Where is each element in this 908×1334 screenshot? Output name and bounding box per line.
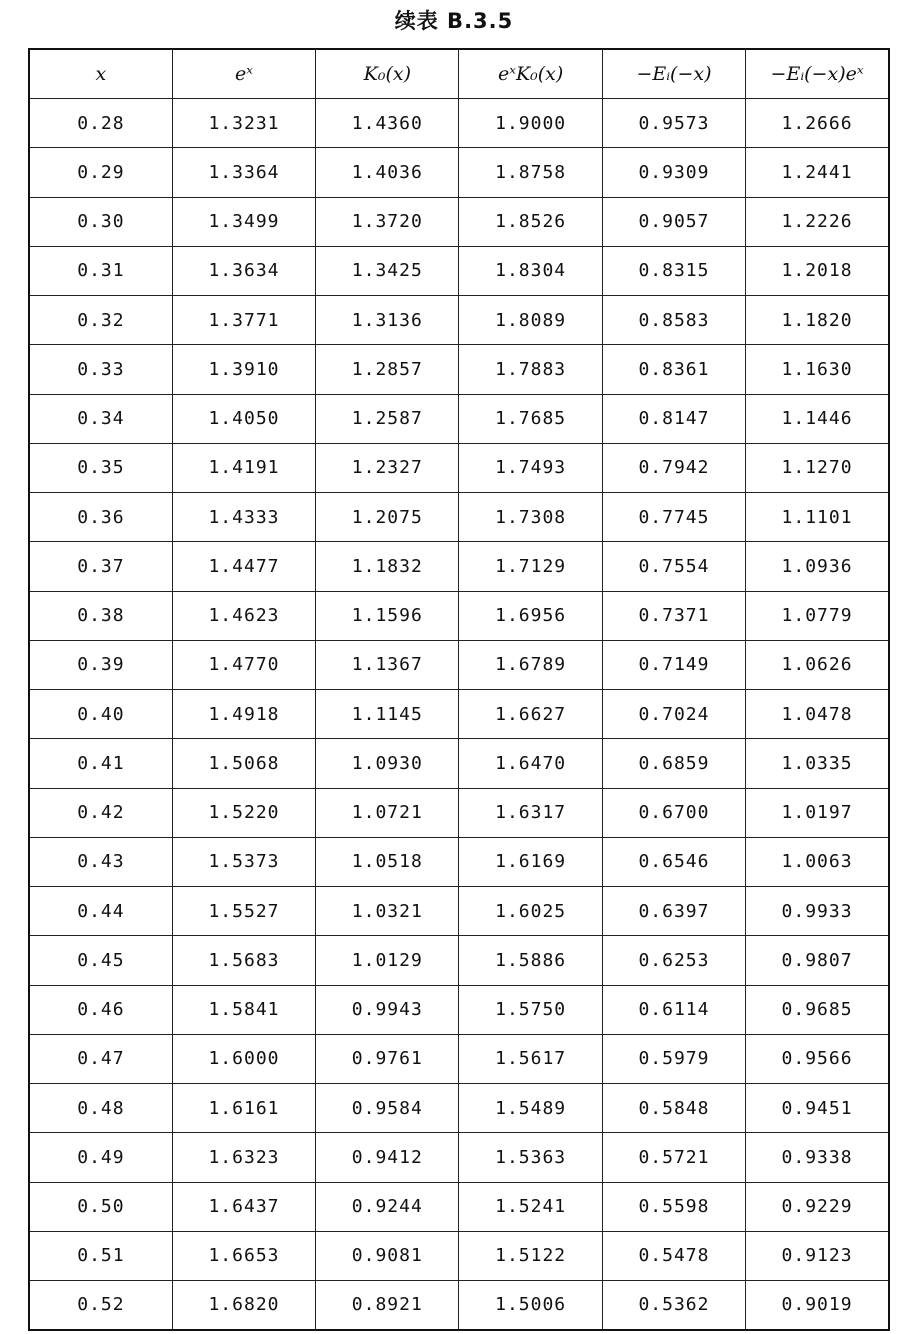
- cell-neg-ei-ex: 0.9566: [746, 1034, 889, 1083]
- cell-neg-ei: 0.8361: [602, 345, 745, 394]
- data-table: [28, 48, 890, 1331]
- cell-x: 0.48: [29, 1084, 172, 1133]
- table-row: [29, 99, 889, 148]
- cell-x: 0.35: [29, 443, 172, 492]
- cell-neg-ei: 0.5598: [602, 1182, 745, 1231]
- column-header-neg-ei-ex: −Eᵢ(−x)eˣ: [746, 49, 889, 99]
- table-row: [29, 936, 889, 985]
- cell-ex: 1.5373: [172, 837, 315, 886]
- cell-neg-ei-ex: 1.1270: [746, 443, 889, 492]
- cell-neg-ei: 0.7942: [602, 443, 745, 492]
- cell-neg-ei-ex: 0.9451: [746, 1084, 889, 1133]
- cell-x: 0.28: [29, 99, 172, 148]
- cell-ex: 1.4191: [172, 443, 315, 492]
- cell-neg-ei: 0.7024: [602, 690, 745, 739]
- cell-ex-k0: 1.5122: [459, 1231, 602, 1280]
- cell-x: 0.52: [29, 1281, 172, 1330]
- cell-x: 0.42: [29, 788, 172, 837]
- cell-neg-ei-ex: 1.0063: [746, 837, 889, 886]
- cell-ex-k0: 1.9000: [459, 99, 602, 148]
- table-row: [29, 640, 889, 689]
- cell-k0: 1.0129: [316, 936, 459, 985]
- cell-ex: 1.5527: [172, 887, 315, 936]
- cell-x: 0.34: [29, 394, 172, 443]
- table-row: [29, 887, 889, 936]
- cell-ex: 1.4770: [172, 640, 315, 689]
- cell-neg-ei-ex: 1.0936: [746, 542, 889, 591]
- cell-ex-k0: 1.5363: [459, 1133, 602, 1182]
- cell-neg-ei: 0.5721: [602, 1133, 745, 1182]
- cell-k0: 1.0930: [316, 739, 459, 788]
- cell-ex: 1.4050: [172, 394, 315, 443]
- cell-ex: 1.4918: [172, 690, 315, 739]
- cell-k0: 0.9081: [316, 1231, 459, 1280]
- cell-ex-k0: 1.6025: [459, 887, 602, 936]
- cell-ex-k0: 1.7308: [459, 493, 602, 542]
- cell-neg-ei-ex: 0.9807: [746, 936, 889, 985]
- cell-neg-ei-ex: 0.9019: [746, 1281, 889, 1330]
- cell-neg-ei: 0.5362: [602, 1281, 745, 1330]
- cell-neg-ei-ex: 1.1820: [746, 296, 889, 345]
- table-title: 续表 B.3.5: [394, 9, 514, 33]
- cell-neg-ei: 0.5979: [602, 1034, 745, 1083]
- cell-ex: 1.6000: [172, 1034, 315, 1083]
- cell-ex-k0: 1.8304: [459, 246, 602, 295]
- column-header-k0: K₀(x): [316, 49, 459, 99]
- cell-ex: 1.6161: [172, 1084, 315, 1133]
- cell-neg-ei-ex: 1.2226: [746, 197, 889, 246]
- cell-neg-ei: 0.9057: [602, 197, 745, 246]
- cell-x: 0.47: [29, 1034, 172, 1083]
- cell-ex-k0: 1.5886: [459, 936, 602, 985]
- cell-ex: 1.3910: [172, 345, 315, 394]
- cell-ex: 1.4623: [172, 591, 315, 640]
- cell-k0: 1.1596: [316, 591, 459, 640]
- cell-ex-k0: 1.7685: [459, 394, 602, 443]
- cell-ex-k0: 1.8089: [459, 296, 602, 345]
- cell-neg-ei-ex: 1.1446: [746, 394, 889, 443]
- cell-neg-ei: 0.8583: [602, 296, 745, 345]
- cell-neg-ei-ex: 1.0626: [746, 640, 889, 689]
- cell-neg-ei-ex: 1.1630: [746, 345, 889, 394]
- table-row: [29, 148, 889, 197]
- cell-neg-ei-ex: 0.9685: [746, 985, 889, 1034]
- cell-ex: 1.3364: [172, 148, 315, 197]
- cell-ex-k0: 1.7129: [459, 542, 602, 591]
- cell-neg-ei-ex: 1.0197: [746, 788, 889, 837]
- table-row: [29, 246, 889, 295]
- cell-ex-k0: 1.6789: [459, 640, 602, 689]
- cell-k0: 0.8921: [316, 1281, 459, 1330]
- table-row: [29, 296, 889, 345]
- cell-x: 0.44: [29, 887, 172, 936]
- cell-x: 0.31: [29, 246, 172, 295]
- cell-ex: 1.6323: [172, 1133, 315, 1182]
- table-row: [29, 1231, 889, 1280]
- cell-k0: 1.3720: [316, 197, 459, 246]
- table-row: [29, 591, 889, 640]
- header-row: [29, 49, 889, 99]
- cell-k0: 1.2327: [316, 443, 459, 492]
- cell-neg-ei-ex: 0.9933: [746, 887, 889, 936]
- cell-neg-ei-ex: 0.9338: [746, 1133, 889, 1182]
- cell-x: 0.50: [29, 1182, 172, 1231]
- cell-ex-k0: 1.6470: [459, 739, 602, 788]
- table-row: [29, 837, 889, 886]
- cell-neg-ei: 0.5848: [602, 1084, 745, 1133]
- table-row: [29, 542, 889, 591]
- column-header-x: x: [29, 49, 172, 99]
- cell-neg-ei-ex: 1.2018: [746, 246, 889, 295]
- table-row: [29, 1133, 889, 1182]
- column-header-ex: eˣ: [172, 49, 315, 99]
- cell-neg-ei-ex: 1.2666: [746, 99, 889, 148]
- cell-ex: 1.5683: [172, 936, 315, 985]
- cell-k0: 0.9943: [316, 985, 459, 1034]
- cell-k0: 1.2857: [316, 345, 459, 394]
- cell-k0: 1.4360: [316, 99, 459, 148]
- cell-neg-ei: 0.7371: [602, 591, 745, 640]
- table-row: [29, 788, 889, 837]
- cell-x: 0.32: [29, 296, 172, 345]
- cell-ex: 1.5220: [172, 788, 315, 837]
- cell-ex-k0: 1.6169: [459, 837, 602, 886]
- table-row: [29, 1281, 889, 1330]
- column-header-ex-k0: eˣK₀(x): [459, 49, 602, 99]
- cell-x: 0.43: [29, 837, 172, 886]
- cell-k0: 1.1145: [316, 690, 459, 739]
- cell-neg-ei: 0.7745: [602, 493, 745, 542]
- cell-ex: 1.6437: [172, 1182, 315, 1231]
- cell-ex: 1.3771: [172, 296, 315, 345]
- cell-neg-ei: 0.8147: [602, 394, 745, 443]
- cell-k0: 1.2587: [316, 394, 459, 443]
- cell-neg-ei-ex: 0.9229: [746, 1182, 889, 1231]
- cell-neg-ei-ex: 0.9123: [746, 1231, 889, 1280]
- cell-ex-k0: 1.8526: [459, 197, 602, 246]
- cell-x: 0.37: [29, 542, 172, 591]
- cell-k0: 1.0321: [316, 887, 459, 936]
- cell-ex-k0: 1.5617: [459, 1034, 602, 1083]
- column-header-neg-ei: −Eᵢ(−x): [602, 49, 745, 99]
- cell-neg-ei: 0.6700: [602, 788, 745, 837]
- cell-x: 0.36: [29, 493, 172, 542]
- cell-k0: 1.1832: [316, 542, 459, 591]
- cell-x: 0.41: [29, 739, 172, 788]
- cell-ex-k0: 1.8758: [459, 148, 602, 197]
- cell-ex: 1.4333: [172, 493, 315, 542]
- cell-k0: 0.9584: [316, 1084, 459, 1133]
- table-row: [29, 985, 889, 1034]
- cell-neg-ei-ex: 1.1101: [746, 493, 889, 542]
- cell-x: 0.29: [29, 148, 172, 197]
- cell-neg-ei: 0.6546: [602, 837, 745, 886]
- cell-neg-ei-ex: 1.0779: [746, 591, 889, 640]
- cell-ex-k0: 1.5006: [459, 1281, 602, 1330]
- cell-neg-ei: 0.6859: [602, 739, 745, 788]
- table-row: [29, 197, 889, 246]
- cell-k0: 1.4036: [316, 148, 459, 197]
- cell-ex: 1.5841: [172, 985, 315, 1034]
- table-row: [29, 443, 889, 492]
- cell-x: 0.45: [29, 936, 172, 985]
- cell-ex-k0: 1.5489: [459, 1084, 602, 1133]
- cell-k0: 0.9412: [316, 1133, 459, 1182]
- cell-ex-k0: 1.6317: [459, 788, 602, 837]
- cell-neg-ei: 0.8315: [602, 246, 745, 295]
- cell-k0: 1.0518: [316, 837, 459, 886]
- cell-k0: 1.0721: [316, 788, 459, 837]
- cell-x: 0.51: [29, 1231, 172, 1280]
- table-row: [29, 739, 889, 788]
- cell-k0: 1.2075: [316, 493, 459, 542]
- cell-ex: 1.5068: [172, 739, 315, 788]
- cell-ex: 1.3231: [172, 99, 315, 148]
- cell-ex-k0: 1.5241: [459, 1182, 602, 1231]
- cell-x: 0.38: [29, 591, 172, 640]
- cell-x: 0.40: [29, 690, 172, 739]
- cell-ex-k0: 1.6627: [459, 690, 602, 739]
- cell-neg-ei: 0.7554: [602, 542, 745, 591]
- cell-neg-ei: 0.6114: [602, 985, 745, 1034]
- cell-ex-k0: 1.6956: [459, 591, 602, 640]
- cell-k0: 1.1367: [316, 640, 459, 689]
- table-row: [29, 1084, 889, 1133]
- cell-ex: 1.6820: [172, 1281, 315, 1330]
- cell-k0: 1.3425: [316, 246, 459, 295]
- cell-k0: 0.9244: [316, 1182, 459, 1231]
- cell-ex-k0: 1.7493: [459, 443, 602, 492]
- table-row: [29, 1182, 889, 1231]
- table-row: [29, 493, 889, 542]
- cell-k0: 0.9761: [316, 1034, 459, 1083]
- cell-neg-ei: 0.5478: [602, 1231, 745, 1280]
- cell-x: 0.49: [29, 1133, 172, 1182]
- cell-x: 0.46: [29, 985, 172, 1034]
- table-body: [29, 99, 889, 1330]
- cell-neg-ei: 0.6397: [602, 887, 745, 936]
- cell-neg-ei: 0.9309: [602, 148, 745, 197]
- cell-k0: 1.3136: [316, 296, 459, 345]
- cell-ex: 1.3499: [172, 197, 315, 246]
- cell-neg-ei: 0.9573: [602, 99, 745, 148]
- cell-x: 0.39: [29, 640, 172, 689]
- cell-neg-ei-ex: 1.0478: [746, 690, 889, 739]
- cell-ex-k0: 1.7883: [459, 345, 602, 394]
- cell-neg-ei-ex: 1.0335: [746, 739, 889, 788]
- table-row: [29, 690, 889, 739]
- cell-x: 0.30: [29, 197, 172, 246]
- cell-ex: 1.6653: [172, 1231, 315, 1280]
- cell-ex: 1.3634: [172, 246, 315, 295]
- cell-x: 0.33: [29, 345, 172, 394]
- table-row: [29, 1034, 889, 1083]
- cell-neg-ei-ex: 1.2441: [746, 148, 889, 197]
- cell-ex: 1.4477: [172, 542, 315, 591]
- table-row: [29, 394, 889, 443]
- cell-ex-k0: 1.5750: [459, 985, 602, 1034]
- cell-neg-ei: 0.6253: [602, 936, 745, 985]
- table-row: [29, 345, 889, 394]
- cell-neg-ei: 0.7149: [602, 640, 745, 689]
